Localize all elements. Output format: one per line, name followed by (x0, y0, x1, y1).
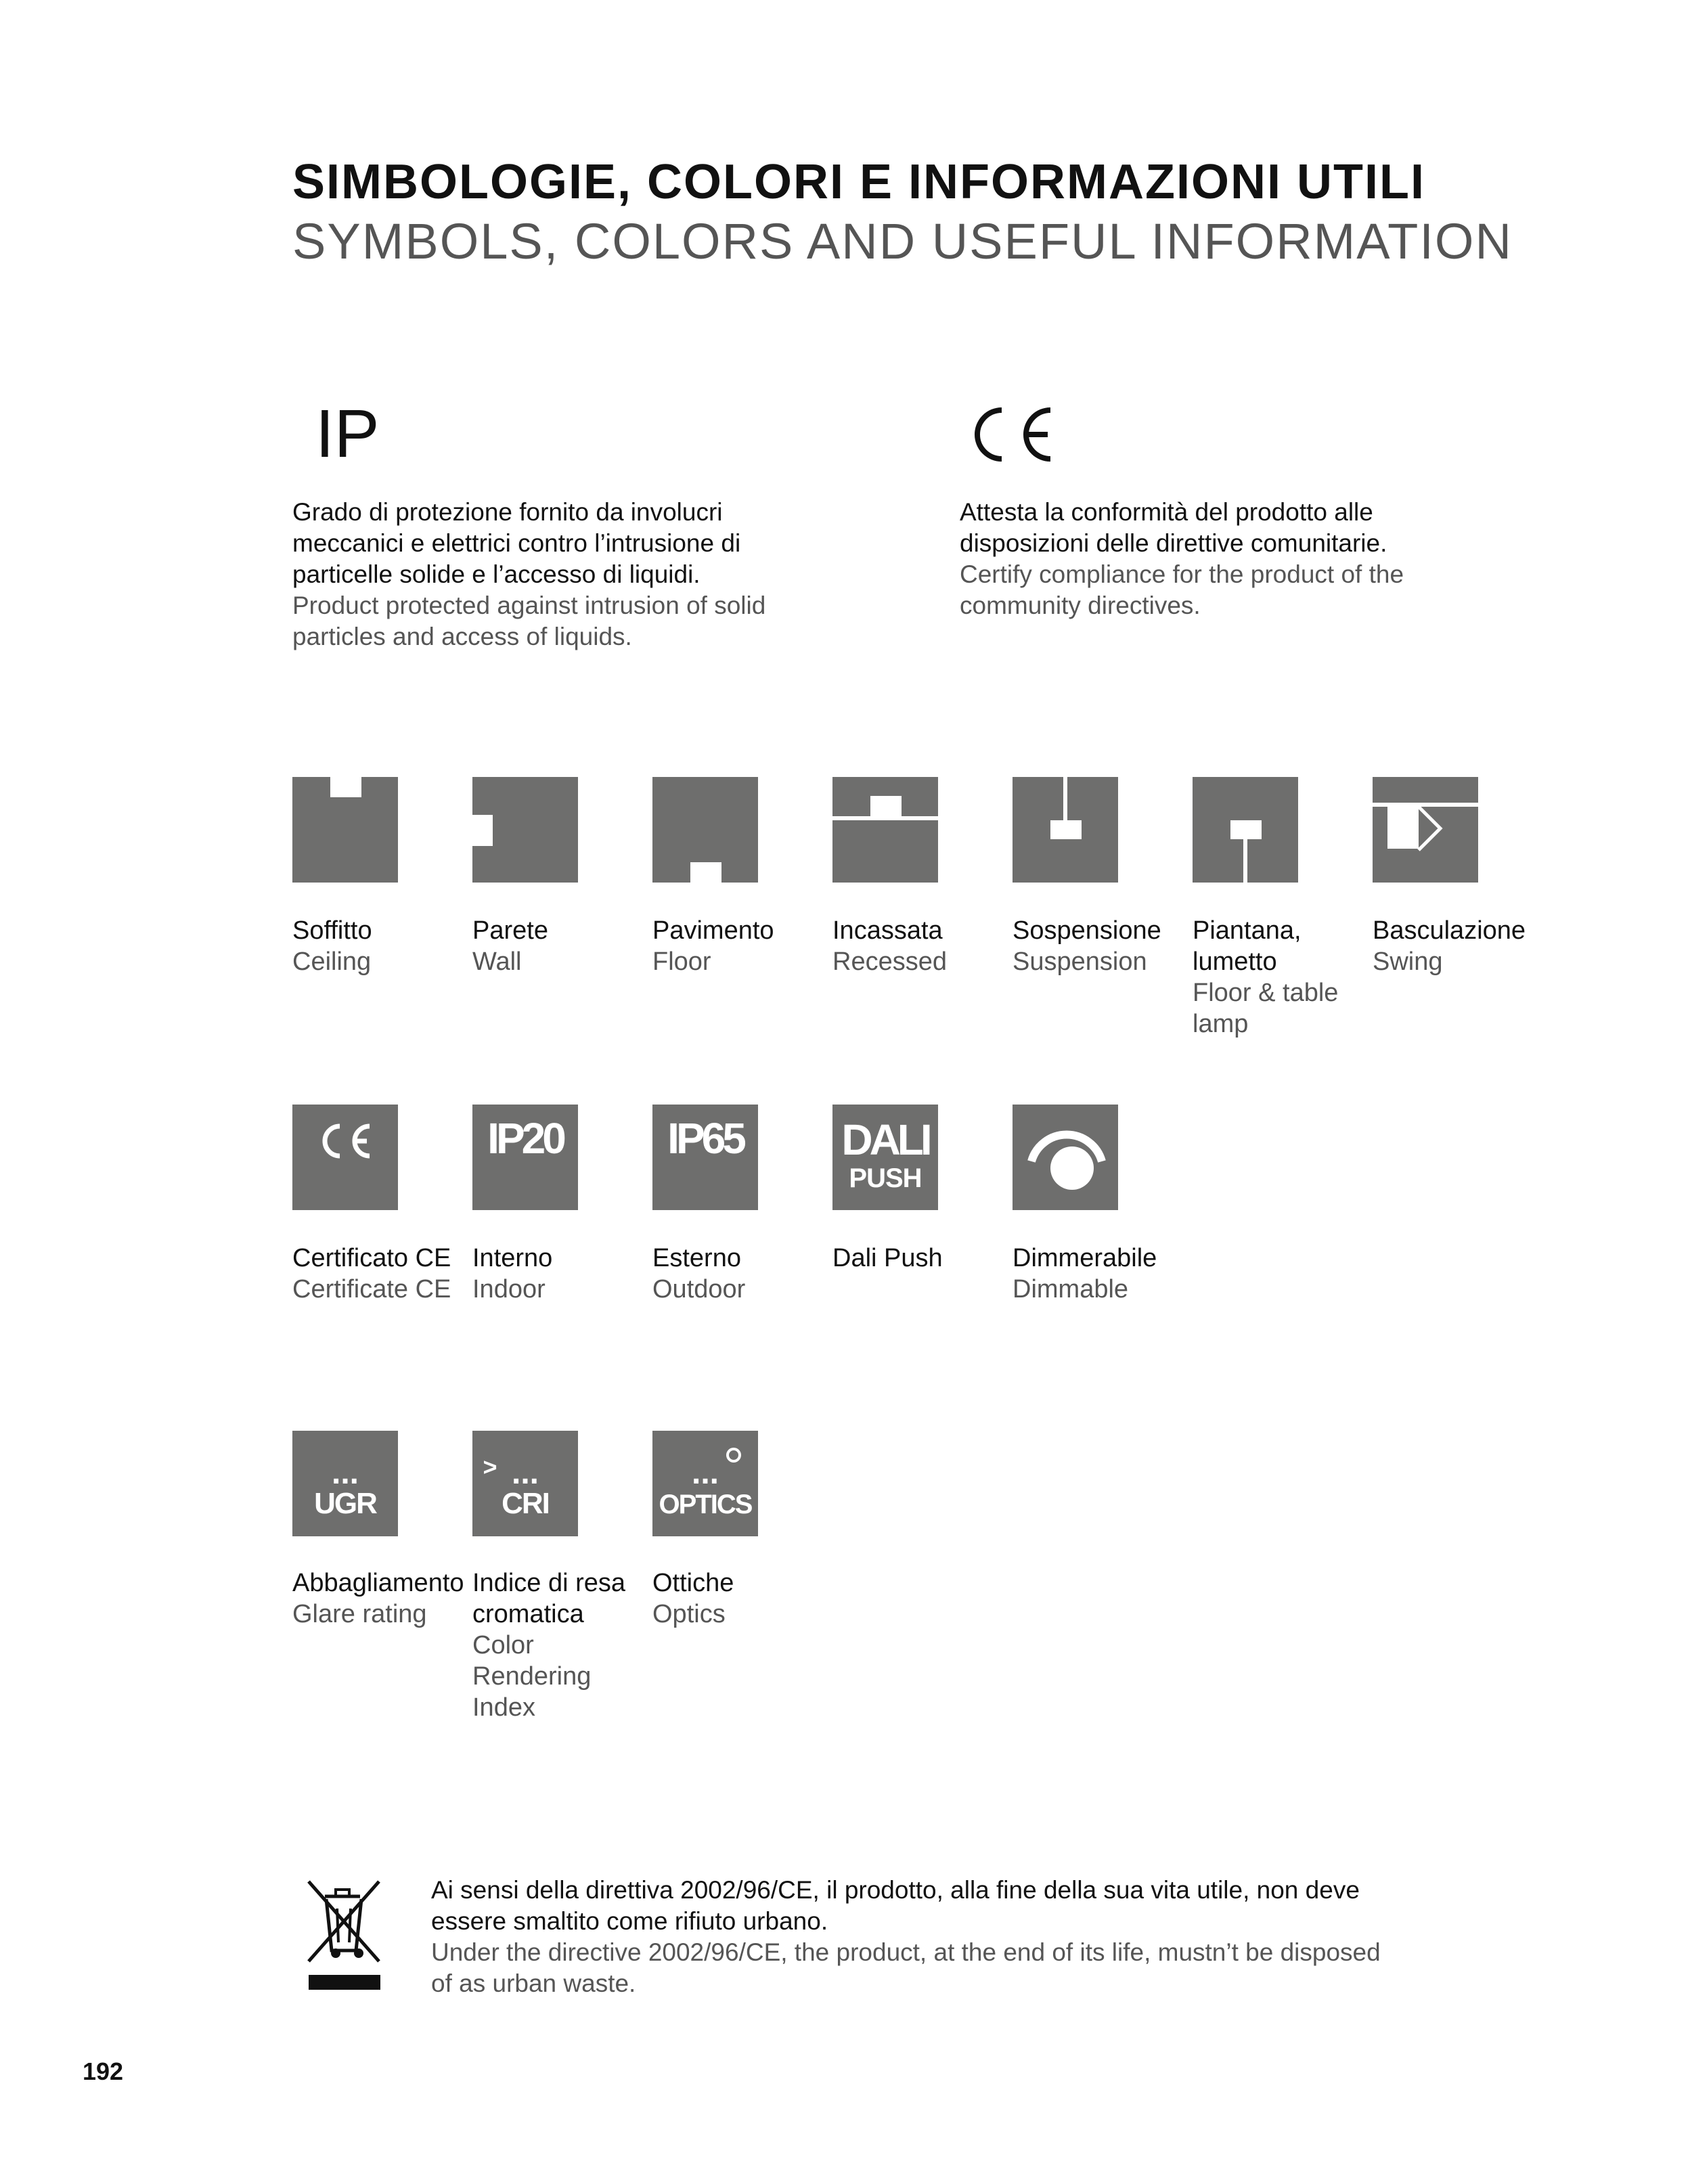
icon-label-wall: Parete Wall (472, 916, 548, 976)
icon-label-swing: Basculazione Swing (1373, 916, 1526, 976)
ce-mark-icon (975, 406, 1056, 463)
icon-label-dimmable: Dimmerabile Dimmable (1013, 1244, 1157, 1303)
wall-mount-icon (472, 777, 578, 883)
icon-label-ce-certificate: Certificato CE Certificate CE (292, 1244, 451, 1303)
dali-glyph: DALI (841, 1115, 929, 1164)
ce-description (960, 497, 1474, 621)
optics-icon (652, 1431, 758, 1536)
ce-description-english: Certify compliance for the product of the community directives. (960, 560, 1404, 619)
ce-certificate-icon (292, 1105, 398, 1210)
ce-description-italian: Attesta la conformità del prodotto alle disposizioni delle direttive comunitarie. (960, 498, 1387, 557)
icon-label-floor-table-lamp: Piantana, lumetto Floor & table lamp (1193, 916, 1339, 1038)
recessed-mount-icon (832, 777, 938, 883)
swing-icon (1373, 777, 1478, 883)
icon-label-floor: Pavimento Floor (652, 916, 774, 976)
floor-table-lamp-icon (1193, 777, 1298, 883)
ugr-dots-glyph: ... (331, 1455, 359, 1491)
dali-push-icon (832, 1105, 938, 1210)
icon-label-ceiling: Soffitto Ceiling (292, 916, 372, 976)
ugr-glare-icon (292, 1431, 398, 1536)
icon-label-optics: Ottiche Optics (652, 1569, 734, 1628)
ip-description (292, 497, 807, 652)
icon-label-glare-rating: Abbagliamento Glare rating (292, 1569, 464, 1628)
ip65-glyph: IP65 (667, 1114, 743, 1163)
ip-symbol: IP (315, 396, 380, 472)
icon-label-outdoor: Esterno Outdoor (652, 1244, 746, 1303)
page-number: 192 (83, 2057, 124, 2085)
icon-label-suspension: Sospensione Suspension (1013, 916, 1161, 976)
page-title-english: SYMBOLS, COLORS AND USEFUL INFORMATION (292, 213, 1513, 269)
ip20-glyph: IP20 (487, 1114, 563, 1163)
weee-notice-italian: Ai sensi della direttiva 2002/96/CE, il prodotto, alla fine della sua vita utile, non deve essere smaltito come rifiuto urbano. (431, 1876, 1360, 1935)
dimmable-icon (1013, 1105, 1118, 1210)
icon-label-dali-push: Dali Push (832, 1244, 943, 1272)
weee-notice-english: Under the directive 2002/96/CE, the product, at the end of its life, mustn’t be disposed of as urban waste. (431, 1938, 1381, 1997)
cri-color-rendering-icon (472, 1431, 578, 1536)
ip20-indoor-icon (472, 1105, 578, 1210)
icon-label-recessed: Incassata Recessed (832, 916, 947, 976)
ip65-outdoor-icon (652, 1105, 758, 1210)
icon-label-indoor: Interno Indoor (472, 1244, 553, 1303)
suspension-mount-icon (1013, 777, 1118, 883)
cri-glyph: CRI (502, 1487, 549, 1520)
cri-gt-glyph: > (483, 1453, 497, 1481)
cri-dots-glyph: ... (511, 1455, 539, 1491)
push-glyph: PUSH (849, 1163, 922, 1193)
weee-disposal-notice (431, 1875, 1406, 1999)
ugr-glyph: UGR (314, 1487, 376, 1520)
floor-mount-icon (652, 777, 758, 883)
page-title-italian: SIMBOLOGIE, COLORI E INFORMAZIONI UTILI (292, 155, 1425, 209)
weee-crossed-bin-icon (306, 1879, 383, 1991)
optics-dots-glyph: ... (691, 1455, 719, 1491)
icon-label-color-rendering: Indice di resa cromatica Color Rendering Index (472, 1569, 626, 1722)
optics-glyph: OPTICS (659, 1490, 752, 1519)
ip-description-italian: Grado di protezione fornito da involucri meccanici e elettrici contro l’intrusione di particelle solide e l’accesso di liquidi. (292, 498, 741, 588)
ip-description-english: Product protected against intrusion of solid particles and access of liquids. (292, 592, 766, 650)
ceiling-mount-icon (292, 777, 398, 883)
